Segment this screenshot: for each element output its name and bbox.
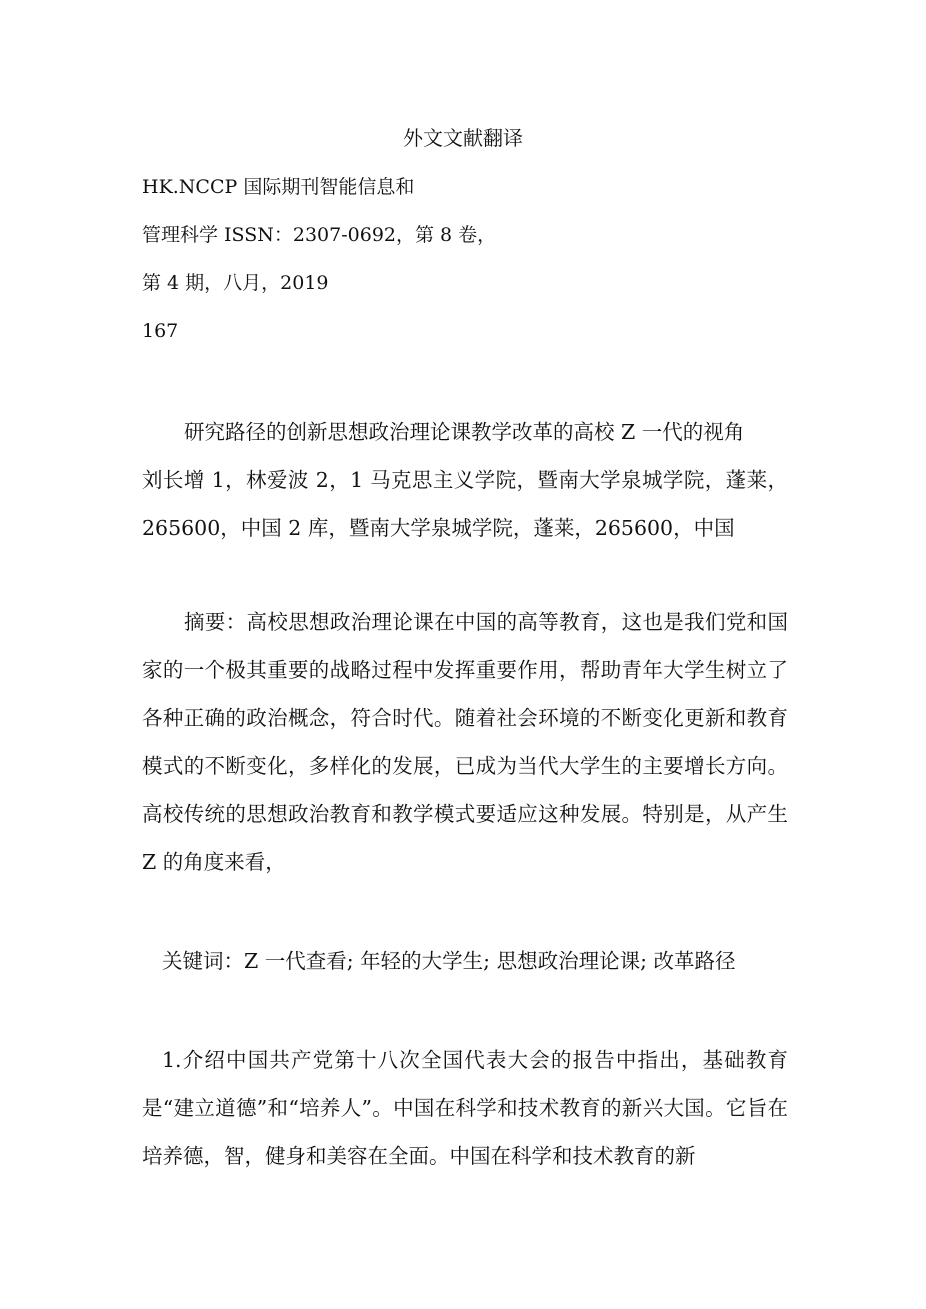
journal-line-3: 第 4 期，八月，2019 xyxy=(142,272,329,294)
article-title: 研究路径的创新思想政治理论课教学改革的高校 Z 一代的视角 xyxy=(184,420,745,444)
journal-line-2: 管理科学 ISSN：2307-0692，第 8 卷， xyxy=(142,224,497,246)
introduction-paragraph: 1.介绍中国共产党第十八次全国代表大会的报告中指出，基础教育是“建立道德”和“培养人”。中国在科学和技术教育的新兴大国。它旨在培养德，智，健身和美容在全面。中国在科学和技术教育的新 xyxy=(142,1048,788,1168)
page-number: 167 xyxy=(142,320,179,342)
article-header xyxy=(142,408,788,552)
journal-line-1: HK.NCCP 国际期刊智能信息和 xyxy=(142,176,415,198)
abstract-paragraph: 摘要：高校思想政治理论课在中国的高等教育，这也是我们党和国家的一个极其重要的战略过程中发挥重要作用，帮助青年大学生树立了各种正确的政治概念，符合时代。随着社会环境的不断变化更新和教育模式的不断变化，多样化的发展，已成为当代大学生的主要增长方向。高校传统的思想政治教育和教学模式要适应这种发展。特别是，从产生 Z 的角度来看， xyxy=(142,610,788,874)
keywords-line: 关键词：Z 一代查看; 年轻的大学生; 思想政治理论课; 改革路径 xyxy=(162,949,736,973)
document-heading: 外文文献翻译 xyxy=(403,126,523,150)
authors-affiliation: 刘长增 1，林爱波 2，1 马克思主义学院，暨南大学泉城学院，蓬莱，265600，中国 2 库，暨南大学泉城学院，蓬莱，265600，中国 xyxy=(142,468,788,540)
